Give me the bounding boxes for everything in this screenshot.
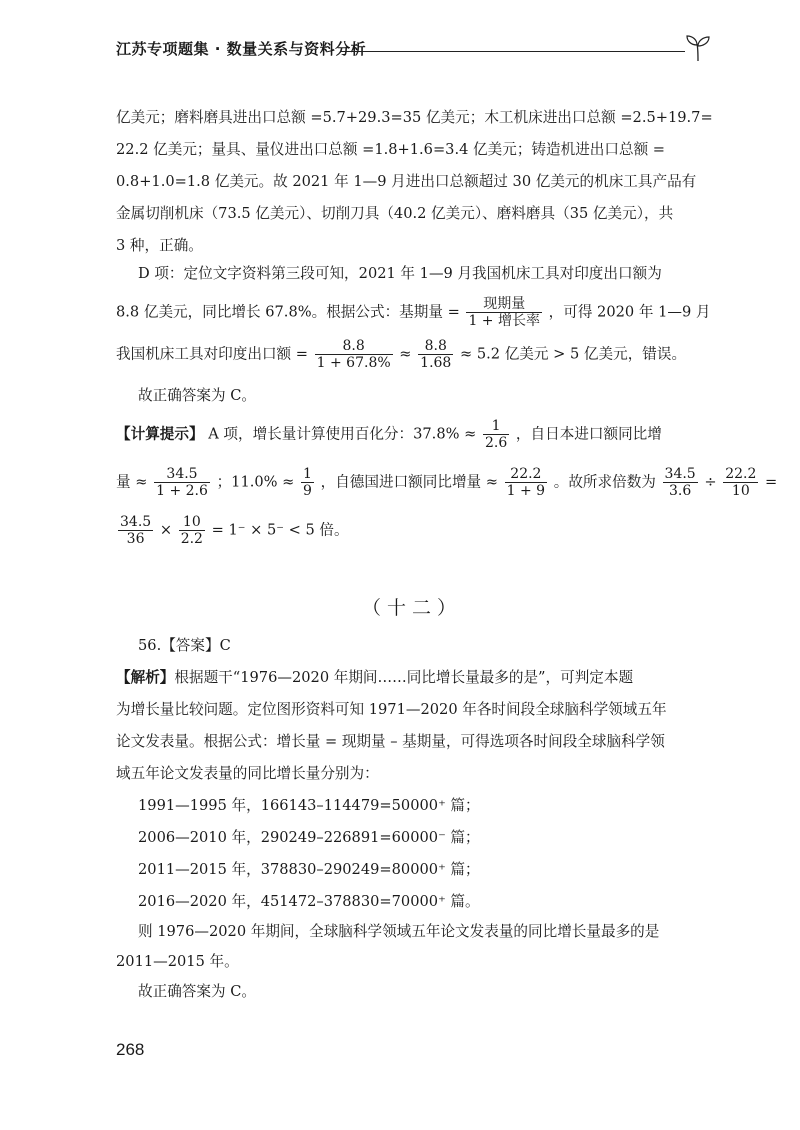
list-item: 2011—2015 年，378830–290249=80000⁺ 篇； <box>138 861 480 878</box>
text-segment: × <box>159 521 173 539</box>
fraction-numerator: 34.5 <box>664 466 696 482</box>
answer-line: 故正确答案为 C。 <box>138 387 256 404</box>
text-segment: ，可得 2020 年 1—9 月 <box>548 303 711 321</box>
section-title: （十二） <box>361 597 462 619</box>
fraction <box>301 466 314 499</box>
fraction <box>118 514 153 547</box>
text-line: 22.2 亿美元；量具、量仪进出口总额 =1.8+1.6=3.4 亿美元；铸造机进出口总额 = <box>116 141 666 158</box>
text-line: 为增长量比较问题。定位图形资料可知 1971—2020 年各时间段全球脑科学领域五年 <box>116 701 667 718</box>
sprout-icon <box>685 34 711 62</box>
list-item: 2016—2020 年，451472–378830=70000⁺ 篇。 <box>138 893 480 910</box>
answer-header: 56.【答案】C <box>138 637 231 654</box>
fraction <box>418 338 453 371</box>
fraction <box>483 418 509 451</box>
fraction <box>466 296 542 329</box>
text-line: 论文发表量。根据公式：增长量 = 现期量 – 基期量，可得选项各时间段全球脑科学领 <box>116 733 665 750</box>
fraction <box>179 514 205 547</box>
fraction-numerator: 34.5 <box>120 514 152 530</box>
list-item: 2006—2010 年，290249–226891=60000⁻ 篇； <box>138 829 480 846</box>
fraction-denominator: 3.6 <box>669 483 692 500</box>
fraction-numerator: 1 <box>303 466 312 482</box>
fraction-denominator: 2.2 <box>180 531 203 548</box>
answer-line: 故正确答案为 C。 <box>138 983 256 1000</box>
fraction-denominator: 9 <box>303 483 312 500</box>
fraction-numerator: 8.8 <box>315 338 393 355</box>
text-line: 亿美元；磨料磨具进出口总额 =5.7+29.3=35 亿美元；木工机床进出口总额 =2.5+19.7= <box>116 109 713 126</box>
analysis-label: 【解析】 <box>116 669 175 686</box>
text-line: 金属切削机床（73.5 亿美元）、切削刀具（40.2 亿美元）、磨料磨具（35 亿美元），共 <box>116 205 674 222</box>
fraction-numerator: 1 <box>483 418 509 435</box>
fraction-denominator: 2.6 <box>485 435 508 452</box>
text-segment: ≈ <box>399 345 412 363</box>
text-segment: ，自德国进口额同比增量 ≈ <box>320 473 498 491</box>
formula-line <box>116 338 708 371</box>
text-line: D 项：定位文字资料第三段可知，2021 年 1—9 月我国机床工具对印度出口额为 <box>138 265 662 282</box>
text-segment: = 1⁻ × 5⁻ < 5 倍。 <box>211 521 349 539</box>
text-segment: 。故所求倍数为 <box>553 473 656 491</box>
fraction <box>663 466 698 499</box>
fraction-numerator: 8.8 <box>418 338 453 355</box>
fraction-denominator: 1 + 67.8% <box>316 355 391 372</box>
text-segment: ，自日本进口额同比增 <box>515 425 662 443</box>
text-line: 域五年论文发表量的同比增长量分别为： <box>116 765 379 782</box>
fraction-denominator: 1 + 2.6 <box>156 483 208 500</box>
text-segment: ≈ 5.2 亿美元 > 5 亿美元，错误。 <box>459 345 687 363</box>
fraction-numerator: 现期量 <box>466 296 542 313</box>
fraction-denominator: 1 + 增长率 <box>468 313 540 330</box>
book-title: 江苏专项题集 · 数量关系与资料分析 <box>116 40 367 58</box>
text-line: 则 1976—2020 年期间，全球脑科学领域五年论文发表量的同比增长量最多的是 <box>138 923 660 940</box>
header-rule <box>340 51 685 52</box>
text-segment: 根据题干“1976—2020 年期间……同比增长量最多的是”，可判定本题 <box>174 669 634 686</box>
text-line: 0.8+1.0=1.8 亿美元。故 2021 年 1—9 月进出口总额超过 30 亿美元的机床工具产品有 <box>116 173 697 190</box>
formula-line <box>116 514 708 547</box>
fraction-denominator: 10 <box>731 483 750 500</box>
text-segment: ÷ <box>704 473 717 491</box>
fraction <box>154 466 210 499</box>
text-segment: ；11.0% ≈ <box>216 473 295 491</box>
text-line: 2011—2015 年。 <box>116 953 239 970</box>
fraction <box>505 466 547 499</box>
formula-line <box>116 418 708 451</box>
fraction <box>315 338 393 371</box>
formula-line <box>116 296 711 330</box>
text-line <box>116 662 708 695</box>
formula-line <box>116 466 778 500</box>
page-number: 268 <box>116 1040 145 1059</box>
fraction-numerator: 10 <box>179 514 205 531</box>
calc-tip-label: 【计算提示】 <box>116 425 204 443</box>
fraction-denominator: 1.68 <box>420 355 452 372</box>
fraction-numerator: 22.2 <box>505 466 547 483</box>
fraction <box>723 466 758 499</box>
text-line: 3 种，正确。 <box>116 237 203 254</box>
text-segment: = <box>765 473 778 491</box>
list-item: 1991—1995 年，166143–114479=50000⁺ 篇； <box>138 797 480 814</box>
text-segment: 8.8 亿美元，同比增长 67.8%。根据公式：基期量 = <box>116 303 460 321</box>
fraction-denominator: 36 <box>126 531 145 548</box>
fraction-denominator: 1 + 9 <box>506 483 546 500</box>
text-segment: A 项，增长量计算使用百化分：37.8% ≈ <box>208 425 477 443</box>
text-segment: 我国机床工具对印度出口额 = <box>116 345 308 363</box>
fraction-numerator: 34.5 <box>154 466 210 483</box>
fraction-numerator: 22.2 <box>725 466 757 482</box>
text-segment: 量 ≈ <box>116 473 148 491</box>
